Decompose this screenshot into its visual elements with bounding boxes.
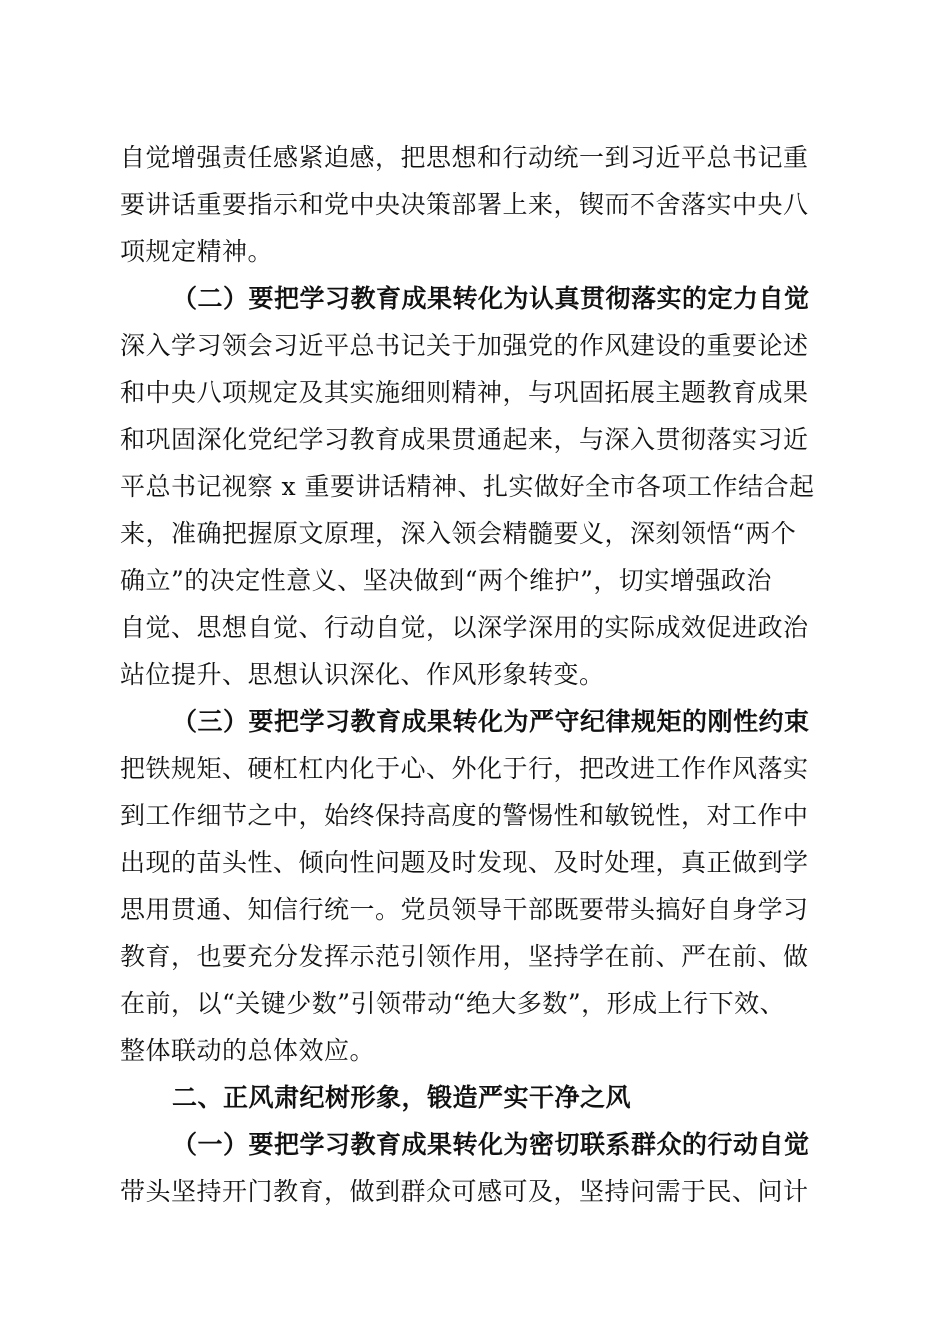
body-text-line: 和巩固深化党纪学习教育成果贯通起来，与深入贯彻落实习近 — [120, 425, 809, 454]
body-text-line: 平总书记视察 x 重要讲话精神、扎实做好全市各项工作结合起 — [120, 472, 815, 501]
body-text-line: 到工作细节之中，始终保持高度的警惕性和敏锐性，对工作中 — [120, 801, 809, 830]
body-text-line: 深入学习领会习近平总书记关于加强党的作风建设的重要论述 — [120, 331, 809, 360]
body-text-line: 项规定精神。 — [120, 237, 274, 266]
body-text-line: 整体联动的总体效应。 — [120, 1036, 376, 1065]
body-text-line: 带头坚持开门教育，做到群众可感可及，坚持问需于民、问计 — [120, 1177, 809, 1206]
subsection-heading: （三）要把学习教育成果转化为严守纪律规矩的刚性约束 — [172, 707, 810, 736]
body-text-line: 把铁规矩、硬杠杠内化于心、外化于行，把改进工作作风落实 — [120, 754, 809, 783]
body-text-line: 和中央八项规定及其实施细则精神，与巩固拓展主题教育成果 — [120, 378, 809, 407]
section-heading: 二、正风肃纪树形象，锻造严实干净之风 — [172, 1083, 632, 1112]
body-text-line: 思用贯通、知信行统一。党员领导干部既要带头搞好自身学习 — [120, 895, 809, 924]
subsection-heading: （一）要把学习教育成果转化为密切联系群众的行动自觉 — [172, 1130, 810, 1159]
body-text-line: 在前，以“关键少数”引领带动“绝大多数”，形成上行下效、 — [120, 989, 786, 1018]
subsection-heading: （二）要把学习教育成果转化为认真贯彻落实的定力自觉 — [172, 284, 810, 313]
body-text-line: 出现的苗头性、倾向性问题及时发现、及时处理，真正做到学 — [120, 848, 809, 877]
body-text-line: 确立”的决定性意义、坚决做到“两个维护”，切实增强政治 — [120, 566, 772, 595]
body-text-line: 自觉、思想自觉、行动自觉，以深学深用的实际成效促进政治 — [120, 613, 809, 642]
body-text-line: 站位提升、思想认识深化、作风形象转变。 — [120, 660, 605, 689]
body-text-line: 要讲话重要指示和党中央决策部署上来，锲而不舍落实中央八 — [120, 190, 809, 219]
body-text-line: 自觉增强责任感紧迫感，把思想和行动统一到习近平总书记重 — [120, 143, 809, 172]
body-text-line: 来，准确把握原文原理，深入领会精髓要义，深刻领悟“两个 — [120, 519, 797, 548]
body-text-line: 教育，也要充分发挥示范引领作用，坚持学在前、严在前、做 — [120, 942, 809, 971]
